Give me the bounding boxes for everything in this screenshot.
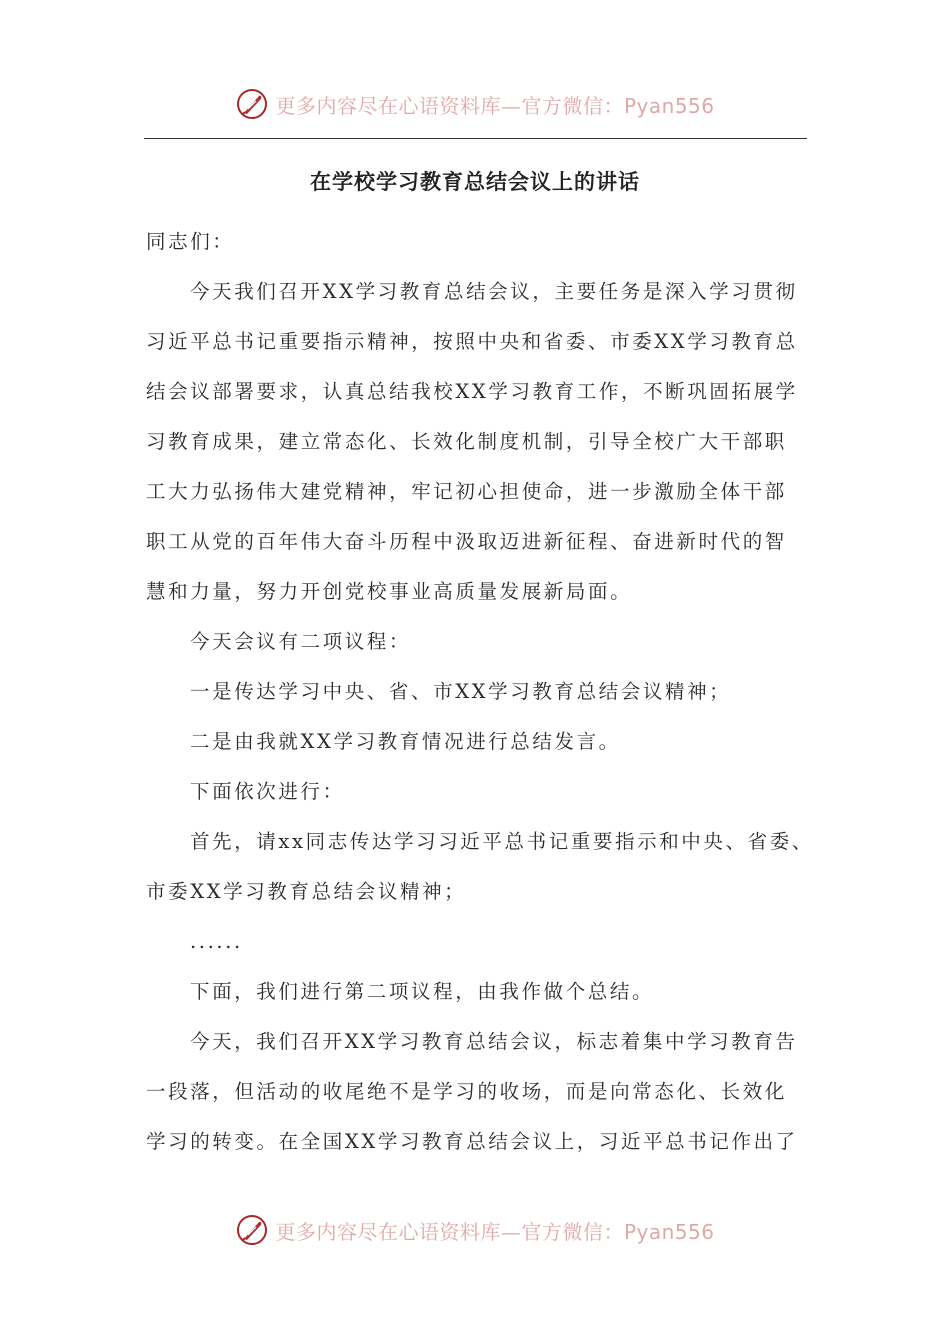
- body-line: 首先，请xx同志传达学习习近平总书记重要指示和中央、省委、: [190, 830, 814, 853]
- feather-pen-logo-icon: [235, 87, 269, 121]
- body-line: 下面，我们进行第二项议程，由我作做个总结。: [190, 980, 655, 1003]
- body-line: 今天会议有二项议程：: [190, 630, 412, 653]
- footer-watermark: [0, 1210, 950, 1250]
- body-line: 工大力弘扬伟大建党精神，牢记初心担使命，进一步激励全体干部: [146, 480, 787, 503]
- body-line: 今天，我们召开XX学习教育总结会议，标志着集中学习教育告: [190, 1030, 798, 1053]
- watermark-text: 更多内容尽在心语资料库—官方微信：: [275, 93, 624, 118]
- body-line: 习近平总书记重要指示精神，按照中央和省委、市委XX学习教育总: [146, 330, 798, 353]
- document-title: 在学校学习教育总结会议上的讲话: [310, 170, 640, 194]
- body-line: 一段落，但活动的收尾绝不是学习的收场，而是向常态化、长效化: [146, 1080, 787, 1103]
- body-line: 下面依次进行：: [190, 780, 345, 803]
- body-line: 今天我们召开XX学习教育总结会议，主要任务是深入学习贯彻: [190, 280, 798, 303]
- body-line: 职工从党的百年伟大奋斗历程中汲取迈进新征程、奋进新时代的智: [146, 530, 787, 553]
- body-line: 习教育成果，建立常态化、长效化制度机制，引导全校广大干部职: [146, 430, 787, 453]
- body-line: 学习的转变。在全国XX学习教育总结会议上，习近平总书记作出了: [146, 1130, 798, 1153]
- header-watermark: [0, 84, 950, 124]
- header-divider: [144, 138, 807, 139]
- body-line: 市委XX学习教育总结会议精神；: [146, 880, 467, 903]
- document-body: [146, 224, 814, 1174]
- watermark-text: 更多内容尽在心语资料库—官方微信：: [275, 1219, 624, 1244]
- body-line: 慧和力量，努力开创党校事业高质量发展新局面。: [146, 580, 633, 603]
- body-line: 同志们：: [146, 230, 235, 253]
- feather-pen-logo-icon: [235, 1213, 269, 1247]
- watermark-account: Pyan556: [623, 1219, 715, 1244]
- body-line: ......: [190, 930, 243, 953]
- watermark-account: Pyan556: [623, 93, 715, 118]
- body-line: 二是由我就XX学习教育情况进行总结发言。: [190, 730, 621, 753]
- body-line: 一是传达学习中央、省、市XX学习教育总结会议精神；: [190, 680, 732, 703]
- body-line: 结会议部署要求，认真总结我校XX学习教育工作，不断巩固拓展学: [146, 380, 798, 403]
